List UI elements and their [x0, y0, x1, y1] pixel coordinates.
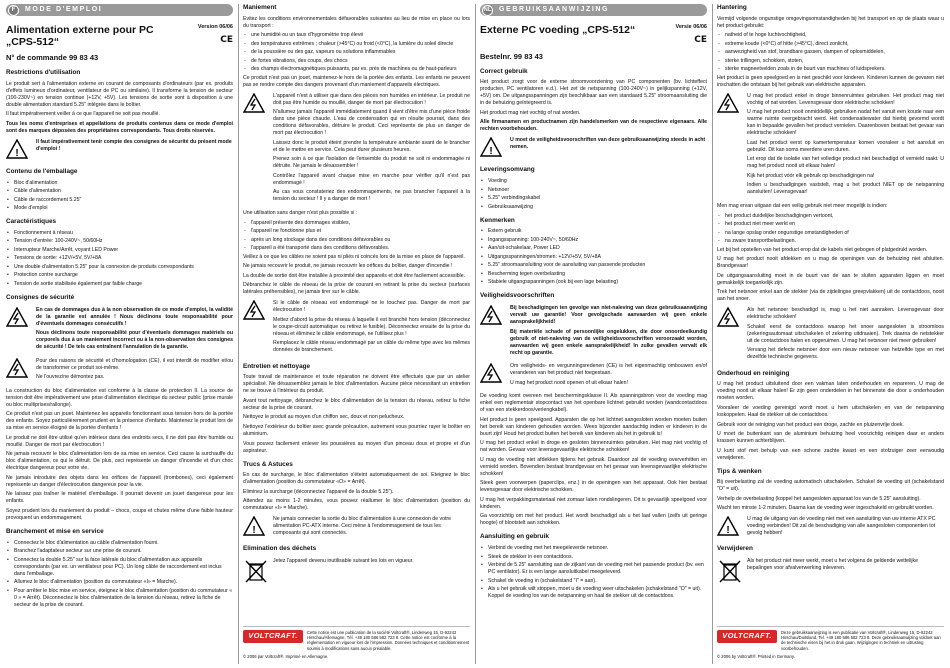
list-item: • Steek de stekker in een contactdoos.	[480, 554, 707, 561]
list-item: • Protection contre surcharge	[6, 272, 233, 279]
title-row	[6, 24, 233, 48]
paragraph: Prenez soin à ce que l'isolation de l'ensemble du produit ne soit ni endommagée ni détruite. Ne jamais le désassembler !	[273, 156, 470, 170]
copyright: © 2006 by Voltcraft®. Printed in Germany.	[717, 654, 795, 660]
svg-text:!: !	[15, 148, 19, 159]
paragraph: Attendez au moins 1-2 minutes, vous pouvez réallumer le bloc d'alimentation (position du commutateur «I» = Marche).	[243, 498, 470, 512]
list-item: - une humidité ou un taux d'hygrométrie trop élevé	[243, 32, 470, 39]
list-item: • Câble d'alimentation	[6, 188, 233, 195]
language-badge: NL	[482, 5, 493, 16]
paragraph: Nettoyez l'extérieur du boîtier avec grande précaution, autrement vous pourriez rayer le boîtier en aluminium.	[243, 424, 470, 438]
disposal-row	[717, 558, 944, 587]
list-item: - het product duidelijke beschadigingen vertoont,	[717, 213, 944, 220]
warning-text	[273, 300, 470, 357]
paragraph: Ne laissez pas traîner le matériel d'emballage. Il pourrait devenir un jouet dangereux pour les enfants.	[6, 491, 233, 505]
column-divider	[712, 4, 713, 664]
conditions-list	[717, 32, 944, 73]
paragraph: Ne jamais recouvrir le produit, ne jamais recouvrir les orifices du boîtier, danger d'incendie !	[243, 263, 453, 270]
paragraph: Wacht ten minste 1-2 minuten. Daarna kan de voeding weer ingeschakeld en gebruikt worden.	[717, 505, 934, 512]
section-banner	[6, 4, 233, 16]
footer	[243, 626, 470, 660]
list-item: - des champs électromagnétiques puissants, par ex. près de machines ou de haut-parleurs	[243, 66, 470, 73]
list-item: • Câble de raccordement 5.25"	[6, 197, 233, 204]
paragraph: Het product is geen speelgoed. Apparaten die op het lichtnet aangesloten worden moeten buiten het bereik van kinderen gehouden worden. Wees bijzonder aandachtig indien er kinderen in de buurt zijn! Houd het product buiten het bereik van kinderen als het in gebruik is!	[480, 416, 707, 437]
electric-warning-icon	[480, 363, 506, 389]
paragraph: La construction du bloc d'alimentation est conforme à la classe de protection II. La source de tension doit être impérativement une prise d'alimentation électrique du secteur public (prise murale ou bloc multiprises/rallonge).	[6, 387, 233, 408]
paragraph: La double de sortie doit être installée à proximité des appareils et doit être facilement accessible.	[243, 272, 466, 279]
paragraph-bold: Alle firmanamen en productnamen zijn handelsmerken van de respectieve eigenaars. Alle rechten voorbehouden.	[480, 119, 707, 133]
paragraph: Verhelp de overbelasting (koppel het aangesloten apparaat los van de 5.25" aansluiting).	[717, 495, 921, 502]
paragraph: Vervang het defecte netsnoer door een nieuw netsnoer van hetzelfde type en met dezelfde technische gegevens.	[747, 347, 944, 361]
paragraph: Het product zorgt voor de externe stroomvoorziening van PC componenten (bv. lichteffect producten, PC ventilatoren e.d.). Het zet de netspanning (100-240V~) in gelijkspanning (+12V, +5V) om. De uitgangsspanningen zijn beschikbaar aan een standaard 5.25" stroomaansluiting die in de behuizing geïntegreerd is.	[480, 79, 707, 107]
warning-row	[480, 137, 707, 160]
list-item: • Fonctionnement à réseau	[6, 230, 233, 237]
warning-text: Ne jamais connecter la sortie du bloc d'alimentation à une connexion de votre alimentation PC-ATX interne. Ceci mène à l'endommagement de tous les composants qui sont connectés.	[273, 516, 452, 537]
list-item: • Verbind de voeding met het meegeleverde netsnoer.	[480, 545, 707, 552]
paragraph: Bij overbelasting zal de voeding automatisch uitschakelen. Schakel de voeding uit (schakelstand "O" = uit).	[717, 479, 944, 493]
unsafe-list	[717, 213, 944, 246]
warning-triangle-icon	[243, 516, 269, 539]
warning-row	[717, 307, 944, 364]
paragraph: Au cas vous constateriez des endommagements, ne pas brancher l'appareil à la tension du secteur ! Il y a danger de mort !	[273, 189, 470, 203]
dutch-column-1	[480, 4, 707, 664]
paragraph-bold: Tous les noms d'entreprises et appellations de produits contenus dans ce mode d'emploi sont des marques déposées des propriétaires correspondants. Tous droits réservés.	[6, 120, 233, 134]
safety-text	[36, 358, 233, 384]
paragraph: Het product is geen speelgoed en is niet geschikt voor kinderen. Kinderen kunnen de gevaren niet inschatten die ontstaan bij het gebruik van elektrische apparaten.	[717, 74, 944, 88]
paragraph: Veillez à ce que les câbles ne soient pas ni pliés ni coincés lors de la mise en place de l'appareil.	[243, 253, 465, 260]
heading-disposal: Elimination des déchets	[243, 545, 317, 553]
list-item: • Ingangsspanning: 100-240V~, 50/60Hz	[480, 237, 707, 244]
banner-title: GEBRUIKSAANWIJZING	[499, 6, 610, 14]
version-label: Versie 06/06	[675, 24, 707, 30]
list-item: • Tension de sortie stabilisée également par faible charge	[6, 281, 233, 288]
paragraph: Mettez d'abord la prise du réseau à laquelle il est branché hors tension (déconnectez le coupe-circuit automatique ou retirez le fusible). Déconnectez ensuite de la prise du réseau et éliminez le câble endommagé, ne l'utilisez plus !	[273, 316, 470, 337]
unsafe-list	[243, 220, 470, 253]
paragraph: U mag het product nooit afdekken en u mag de openingen van de behuizing niet afsluiten. Brandgevaar!	[717, 256, 944, 270]
title-line-2: „CPS-512“	[6, 36, 60, 49]
specs-list	[480, 228, 707, 286]
electric-warning-icon	[243, 93, 269, 206]
warning-row	[243, 300, 470, 357]
list-item: - l'appareil présente des dommages visibles,	[243, 220, 470, 227]
list-item: • Uitgangsspanningen/stromen: +12V/+5V, 5V/+8A	[480, 254, 707, 261]
paragraph: Pour des raisons de sécurité et d'homologation (CE), il est interdit de modifier et/ou de transformer ce produit soi-même.	[36, 357, 233, 371]
paragraph: Ga voorzichtig om met het product. Het wordt beschadigd als u het laat vallen (zelfs uit geringe hoogte) of blootstelt aan schokken.	[480, 513, 707, 527]
paragraph: Kijk het product vóór elk gebruik op beschadigingen na!	[747, 172, 875, 179]
svg-text:!: !	[726, 525, 730, 537]
paragraph: U mag het verpakkingsmateriaal niet zomaar laten rondslingeren. Dit is gevaarlijk speelgoed voor kinderen.	[480, 496, 707, 510]
paragraph: Ce produit n'est pas un jouet. Maintenez les appareils fonctionnant sous tension hors de la portée des enfants. Soyez particulièrement prudent en la présence d'enfants. Maintenez le produit lors de sa mise en service éloigné de la portée d'enfants !	[6, 411, 233, 432]
connection-list	[6, 540, 233, 609]
paragraph: U mag het product enkel in droge en gesloten binnenruimtes gebruiken. Het mag niet vochtig of nat worden. Gevaar voor levensgevaarlijke elektrische schokken!	[480, 440, 707, 454]
crossed-bin-icon	[717, 558, 743, 587]
warning-text: U moet de veiligheidsvoorschriften van deze gebruiksaanwijzing steeds in acht nemen.	[510, 137, 706, 151]
list-item: • Gebruiksaanwijzing	[480, 204, 707, 211]
electric-warning-icon	[6, 358, 32, 384]
section-banner	[480, 4, 707, 16]
heading-disposal: Verwijderen	[717, 545, 753, 553]
disposal-text: Jetez l'appareil devenu inutilisable suivant les lois en vigueur.	[273, 557, 414, 564]
warning-triangle-icon	[717, 516, 743, 539]
list-item: • Branchez l'adaptateur secteur sur une prise de courant.	[6, 548, 233, 555]
footer-text: Cette notice est une publication de la société Voltcraft®, Lindenweg 15, D-92242 Hirschau/Allemagne, Tél. +49 180 586 582 723 8. Cette notice est conforme à la règlementation en vigueur lors de l'impression. Données techniques et conditionnement soumis à modifications sans aucun préalable.	[307, 629, 470, 651]
paragraph: Men mag ervan uitgaan dat een veilig gebruik niet meer mogelijk is indien:	[717, 202, 888, 209]
title-line-1: Alimentation externe pour PC	[6, 24, 154, 36]
paragraph: Le produit ne doit être utilisé qu'en intérieur dans des endroits secs, il ne doit pas être humide ou mouillé. Danger de mort par électrocution !	[6, 434, 233, 448]
list-item: • Allumez le bloc d'alimentation (position du commutateur «I» = Marche).	[6, 579, 233, 586]
list-item: - l'appareil ne fonctionne plus et	[243, 228, 470, 235]
paragraph: Het product mag niet vochtig of nat worden.	[480, 109, 581, 116]
list-item: • Mode d'emploi	[6, 205, 233, 212]
warning-text	[273, 93, 470, 206]
list-item: • Aan/uit-schakelaar, Power LED	[480, 245, 707, 252]
paragraph: Débranchez le câble de réseau de la prise de courant en retirant la prise du secteur (surfaces latérales préhensibles), ne jamais tirer sur le câble.	[243, 282, 470, 296]
list-item: - na lange opslag onder ongunstige omstandigheden of	[717, 230, 944, 237]
list-item: • Verbind de 5.25" aansluiting aan de zijkant van de voeding met het passende product (bv. een PC ventilator). Er is een lange aansluitkabel meegeleverd.	[480, 562, 707, 576]
list-item: - l'appareil a été transporté dans des conditions défavorables.	[243, 245, 470, 252]
warning-text	[747, 93, 944, 199]
disposal-row	[243, 558, 470, 587]
contents-list	[480, 178, 707, 211]
list-item: • Bloc d'alimentation	[6, 180, 233, 187]
electric-warning-icon	[243, 300, 269, 357]
heading-cleaning: Onderhoud en reiniging	[717, 369, 790, 377]
warning-text: Il faut impérativement tenir compte des consignes de sécurité du présent mode d'emploi !	[36, 139, 232, 153]
paragraph: Evitez les conditions environnementales défavorables suivantes au lieu de mise en place ou lors du transport :	[243, 15, 470, 29]
french-column-1	[6, 4, 233, 664]
warning-row	[480, 363, 707, 389]
heading-contents: Leveringsomvang	[480, 166, 535, 174]
paragraph: Eliminez la surcharge (déconnectez l'appareil de la double 5.25").	[243, 488, 394, 495]
ce-mark: CE	[220, 35, 233, 46]
safety-text	[510, 363, 707, 389]
paragraph: U mag het product nooit onmiddellijk gebruiken nadat het vanuit een koude naar een warme ruimte overgebracht werd. Het condensatiewater dat hierbij gevormd wordt kan in bepaalde gevallen het product vernielen. Daarenboven bestaat het gevaar van elektrische schokken!	[747, 109, 944, 137]
heading-intended-use: Correct gebruik	[480, 67, 528, 75]
list-item: • Interrupteur Marche/Arrêt, voyant LED Power	[6, 247, 233, 254]
ce-mark: CE	[694, 35, 707, 46]
french-column-2	[243, 4, 470, 664]
paragraph: Vooraleer de voeding gereinigd wordt moet u hem uitschakelen en van de netspanning loskoppelen. Haal de stekker uit de contactdoos.	[717, 404, 944, 418]
list-item: • Als u het gebruik wilt stoppen, moet u de voeding weer uitschakelen (schakelstand "O" = uit). Koppel de voeding los van de netspanning en haal de stekker uit de contactdoos.	[480, 586, 707, 600]
heading-safety: Veiligheidsvoorschriften	[480, 292, 555, 300]
heading-handling: Maniement	[243, 4, 277, 11]
paragraph: U mag het product uitsluitend door een vakman laten onderhouden en repareren. U mag de voeding nooit uit elkaar halen! Er zijn geen onderdelen in het binnenste die door u onderhouden moeten worden.	[717, 381, 944, 402]
footer-text: Deze gebruiksaanwijzing is een publicatie van Voltcraft®, Lindenweg 15, D-92242 Hirschau/Duitsland, Tel. +49 180 586 582 723 8. Deze gebruiksaanwijzing voldoet aan de technische eisen bij het in druk gaan. Wijzigingen in techniek en uitrusting voorbehouden.	[781, 629, 941, 651]
warning-text: U mag de uitgang van de voeding niet met een aansluiting van uw interne ATX PC voeding verbinden! Dit zal de beschadiging van alle aangesloten componenten tot gevolg hebben!	[747, 516, 936, 537]
product-title	[6, 24, 154, 48]
warning-paragraph: Nous déclinons toute responsabilité pour d'éventuels dommages matériels ou corporels dus à un maniement incorrect ou à la non-observation des consignes de sécurité ! De tels cas entraînent l'annulation de la garantie.	[36, 330, 233, 351]
warning-row	[480, 305, 707, 359]
warning-row	[6, 307, 233, 354]
warning-row	[6, 358, 233, 384]
list-item: - des températures extrêmes ; chaleur (>45°C) ou froid (<0°C), la lumière du soleil directe	[243, 41, 470, 48]
heading-safety: Consignes de sécurité	[6, 293, 75, 301]
list-item: • Connectez la double 5.25" sur la face latérale du bloc d'alimentation aux appareils correspondants (par ex. un ventilateur pour PC). Un long câble de raccordement est inclus dans l'emballage.	[6, 557, 233, 578]
list-item: • Netsnoer	[480, 187, 707, 194]
heading-intended-use: Restrictions d'utilisation	[6, 69, 81, 77]
list-item: • Extern gebruik	[480, 228, 707, 235]
banner-title: MODE D'EMPLOI	[25, 6, 103, 14]
connection-list	[480, 545, 707, 600]
dutch-column-2	[717, 4, 944, 664]
list-item: - de la poussière ou des gaz, vapeurs ou solutions inflammables	[243, 49, 470, 56]
contents-list	[6, 180, 233, 213]
paragraph: U kunt stof met behulp van een schone zachte kwast en een stofzuiger zeer eenvoudig verwijderen.	[717, 447, 944, 461]
warning-row	[717, 516, 944, 539]
paragraph: Indien u beschadigingen vaststelt, mag u het product NIET op de netspanning aansluiten! Levensgevaar!	[747, 182, 944, 196]
version-label: Version 06/06	[197, 24, 233, 30]
paragraph: Nettoyez le produit au moyen d'un chiffon sec, doux et non pelucheux.	[243, 414, 405, 421]
product-title: Externe PC voeding „CPS-512“	[480, 24, 636, 36]
version-block	[198, 24, 233, 47]
paragraph: En cas de surcharge, le bloc d'alimentation s'éteint automatiquement de soi. Eteignez le bloc d'alimentation (position du commutateur «O» = Arrêt).	[243, 472, 470, 486]
list-item: - sterke magneetvelden zoals in de buurt van machines of luidsprekers.	[717, 66, 944, 73]
heading-connection: Aansluiting en gebruik	[480, 533, 549, 541]
list-item: • Connectez le bloc d'alimentation au câble d'alimentation fourni.	[6, 540, 233, 547]
svg-text:!: !	[489, 146, 493, 158]
list-item: • Une double d'alimentation 5.25" pour la connexion de produits correspondants	[6, 264, 233, 271]
list-item: • 5.25" verbindingskabel	[480, 195, 707, 202]
warning-triangle-icon	[480, 137, 506, 160]
list-item: - extreme koude (<0°C) of hitte (>45°C), direct zonlicht,	[717, 41, 944, 48]
paragraph: Gebruik voor de reiniging van het product een droge, zachte en pluizenvrije doek.	[717, 421, 904, 428]
paragraph: Laissez donc le produit éteint prendre la température ambiante avant de le brancher et de le mettre en service. Cela peut durer plusieurs heures.	[273, 139, 470, 153]
svg-text:!: !	[252, 525, 256, 537]
paragraph: De voeding komt overeen met beschermingsklasse II. Als spanningsbron voor de voeding mag enkel een reglementair stopcontact van het openbare lichtnet gebruikt worden (wandcontactdoos of van een stekkerdoos/verlengkabel).	[480, 393, 707, 414]
paragraph: Ne l'ouvrez/ne démontez pas.	[36, 374, 105, 381]
version-block	[675, 24, 707, 47]
electric-warning-icon	[717, 307, 743, 364]
electric-warning-icon	[480, 305, 506, 359]
paragraph: U mag het product enkel in droge binnenruimtes gebruiken. Het product mag niet vochtig of nat worden. Levensgevaar door elektrische schokken!	[747, 92, 944, 106]
paragraph: Steek geen voorwerpen (paperclips, enz.) in de openingen van het apparaat. Ook hier bestaat levensgevaar door elektrische schokken.	[480, 480, 707, 494]
heading-handling: Hantering	[717, 4, 747, 11]
conditions-list	[243, 32, 470, 73]
specs-list	[6, 230, 233, 288]
list-item: • Stabiele uitgangsspanningen (ook bij een lage belasting)	[480, 279, 707, 286]
voltcraft-logo: VOLTCRAFT.	[717, 630, 777, 643]
heading-cleaning: Entretien et nettoyage	[243, 362, 311, 370]
list-item: - na zware transportbelastingen.	[717, 238, 944, 245]
paragraph: Toute travail de maintenance et toute réparation ne doivent être effectués que par un atelier spécialisé. Ne désassemblez jamais le bloc d'alimentation. Aucune pièce nécessitant un entretien ne se trouve à l'intérieur du produit.	[243, 374, 470, 395]
paragraph: U moet de buitenkant van de aluminium behuizing heel voorzichtig reinigen daar er anders krassen kunnen achterblijven.	[717, 431, 944, 445]
voltcraft-logo: VOLTCRAFT.	[243, 630, 303, 643]
paragraph: Om veiligheids- en vergunningsredenen (CE) is het eigenmachtig ombouwen en/of veranderen van het product niet toegestaan.	[510, 363, 707, 377]
paragraph: Let bij het opstellen van het product erop dat de kabels niet gebogen of platgedrukt worden.	[717, 246, 928, 253]
order-number: Bestelnr. 99 83 43	[480, 51, 543, 61]
warning-row	[243, 516, 470, 539]
list-item: - het product niet meer werkt en	[717, 221, 944, 228]
heading-specs: Caractéristiques	[6, 218, 57, 226]
paragraph: Contrôlez l'appareil avant chaque mise en marche pour vérifier qu'il n'est pas endommagé !	[273, 172, 470, 186]
heading-tips: Trucs & Astuces	[243, 460, 293, 468]
warning-paragraph: Bij beschadigingen ten gevolge van niet-naleving van deze gebruiksaanwijzing vervalt uw garantie! Voor gevolgschade aanvaarden wij geen enkele aansprakelijkheid!	[510, 305, 707, 326]
paragraph: Ce produit n'est pas un jouet, maintenez-le hors de la portée des enfants. Les enfants ne peuvent pas se rendre compte des dangers provenant d'un maniement d'appareils électriques.	[243, 74, 470, 88]
list-item: • Tensions de sortie: +12V/+5V, 5V/+8A	[6, 255, 233, 262]
warning-paragraph: Bij materiële schade of persoonlijke ongelukken, die door onoordeelkundig gebruik of niet-naleving van de veiligheidsvoorschriften veroorzaakt worden, aanvaarden wij geen enkele aansprakelijkheid! In zulke gevallen vervalt elk recht op garantie.	[510, 328, 707, 356]
list-item: • Voeding	[480, 178, 707, 185]
disposal-text: Als het product niet meer werkt, moet u het volgens de geldende wettelijke bepalingen voor afvalverwerking inleveren.	[747, 557, 918, 571]
paragraph: Trek het netsnoer enkel aan de stekker (via de zijdelingse greepvlakken) uit de contactdoos, nooit aan het snoer.	[717, 289, 944, 303]
paragraph: Il faut impérativement veiller à ce que l'appareil ne soit pas mouillé.	[6, 111, 160, 118]
paragraph: Si le câble de réseau est endommagé ne le touchez pas. Danger de mort par électrocution !	[273, 300, 470, 314]
paragraph: Vous pouvez facilement enlever les poussières au moyen d'un pinceau doux et propre et d'un aspirateur.	[243, 440, 470, 454]
paragraph: Ne jamais introduire des objets dans les orifices de l'appareil (trombones), ceci également représente un danger d'électrocution dangereux pour la vie.	[6, 474, 233, 488]
warning-text	[510, 305, 707, 359]
language-badge: F	[8, 5, 19, 16]
heading-contents: Contenu de l'emballage	[6, 168, 78, 176]
crossed-bin-icon	[243, 558, 269, 587]
list-item: - natheid of te hoge luchtvochtigheid,	[717, 32, 944, 39]
copyright: © 2006 par Voltcraft®. Imprimé en Allemagne.	[243, 654, 329, 660]
warning-row	[243, 93, 470, 206]
footer	[717, 626, 944, 660]
column-divider	[475, 4, 476, 664]
warning-row	[6, 139, 233, 162]
warning-paragraph: En cas de dommages dus à la non observation de ce mode d'emploi, la validité de la garantie est annulée ! Nous déclinons toute responsabilité pour d'éventuels dommages consécutifs !	[36, 306, 233, 327]
list-item: - de fortes vibrations, des coups, des chocs	[243, 58, 470, 65]
column-divider	[238, 4, 239, 664]
paragraph: Remplacez le câble réseau endommagé par un câble du même type avec les mêmes données de branchement.	[273, 340, 470, 354]
list-item: • 5.25" stroomaansluiting voor de aansluiting van passende producten	[480, 262, 707, 269]
warning-row	[717, 93, 944, 199]
warning-text	[747, 307, 944, 364]
paragraph: U mag het product nooit openen of uit elkaar halen!	[510, 379, 628, 386]
title-row	[480, 24, 707, 47]
paragraph: Le produit sert à l'alimentation externe en courant de composants d'ordinateurs (par ex. produits d'effets lumineux d'ordinateur, ventilateur de PC ou similaire). Il transforme la tension de secteur (100-230V~) en tension continue (+12V, +5V). Les tensions de sortie sont à disposition à une double alimentation standard 5.25" intégrée dans le boîtier.	[6, 80, 233, 108]
paragraph: Une utilisation sans danger n'est plus possible si :	[243, 210, 358, 216]
warning-triangle-icon	[6, 139, 32, 162]
list-item: • Schakel de voeding in (schakelstand "I" = aan).	[480, 578, 707, 585]
list-item: - aanwezigheid van stof, brandbare gassen, dampen of oplosmiddelen,	[717, 49, 944, 56]
heading-connection: Branchement et mise en service	[6, 528, 104, 536]
electric-warning-icon	[717, 93, 743, 199]
paragraph: N'allumez jamais l'appareil immédiatement quand il vient d'être mis d'une pièce froide dans une pièce chaude. L'eau de condensation qui en résulte pourrait, dans des conditions défavorables, détruire le produit. Ceci représente de plus un danger de mort par électrocution !	[273, 109, 470, 137]
paragraph: Vermijd volgende ongunstige omgevingsomstandigheden bij het transport en op de plaats waar u het product gebruikt:	[717, 15, 944, 29]
electric-warning-icon	[6, 307, 32, 354]
list-item: • Pour arrêter le bloc mise en service, éteignez le bloc d'alimentation (position du commutateur « 0 » = Arrêt). Déconnectez le bloc d'alimentation de la tension du réseau, retirez la fiche de secteur de la prise de courant.	[6, 588, 233, 609]
list-item: • Tension d'entrée: 100-240V~, 50/60Hz	[6, 238, 233, 245]
list-item: - sterke trillingen, schokken, stoten,	[717, 58, 944, 65]
list-item: • Bescherming tegen overbelasting	[480, 271, 707, 278]
heading-tips: Tips & wenken	[717, 467, 762, 475]
order-number: N° de commande 99 83 43	[6, 53, 99, 63]
warning-text	[36, 307, 233, 354]
paragraph: U mag de voeding niet afdekken tijdens het gebruik. Daardoor zal de voeding oververhitten en vernield worden. Bovendien bestaat brandgevaar en het gevaar van levensgevaarlijke elektrische schokken!	[480, 456, 707, 477]
paragraph: Als het netsnoer beschadigd is, mag u het niet aanraken. Levensgevaar door elektrische schokken!	[747, 307, 944, 321]
heading-specs: Kenmerken	[480, 216, 515, 224]
paragraph: Let erop dat de isolatie van het volledige product niet beschadigd of vernield raakt. U mag het product nooit uit elkaar halen!	[747, 156, 944, 170]
paragraph: Schakel eerst de contactdoos waarop het snoer aangesloten is stroomloos (zekeringsautomaat uitschakelen of zekering uitdraaien). Trek daarna de netstekker uit de contactdoos halen en opgeruimen. U mag het netsnoer niet meer gebruiken!	[747, 323, 944, 344]
paragraph: Ne jamais recouvrir le bloc d'alimentation lors de sa mise en service. Ceci cause la surchauffe du bloc d'alimentation, ce qui le détruit. De plus, ceci représente un danger d'incendie et d'un choc électrique dangereux pour votre vie.	[6, 451, 233, 472]
paragraph: De uitgangsaansluiting moet in de buurt van de aan te sluiten apparaten liggen en moet gemakkelijk toegankelijk zijn.	[717, 272, 944, 286]
paragraph: L'appareil n'est à utiliser que dans des pièces non humides en intérieur. Le produit ne doit pas être humide ou mouillé, danger de mort par électrocution !	[273, 92, 470, 106]
paragraph: Avant tout nettoyage, débranchez le bloc d'alimentation de la tension du réseau, retirez la fiche secteur de la prise de courant.	[243, 397, 470, 411]
paragraph: Soyez prudent lors du maniement du produit – chocs, coups et chutes même d'une faible hauteur provoquent un endommagement.	[6, 507, 233, 521]
paragraph: Laat het product eerst op kamertemperatuur komen vooraleer u het aansluit en gebruikt. Dit kan soms meerdere uren duren.	[747, 139, 944, 153]
list-item: - après un long stockage dans des conditions défavorables ou	[243, 237, 470, 244]
